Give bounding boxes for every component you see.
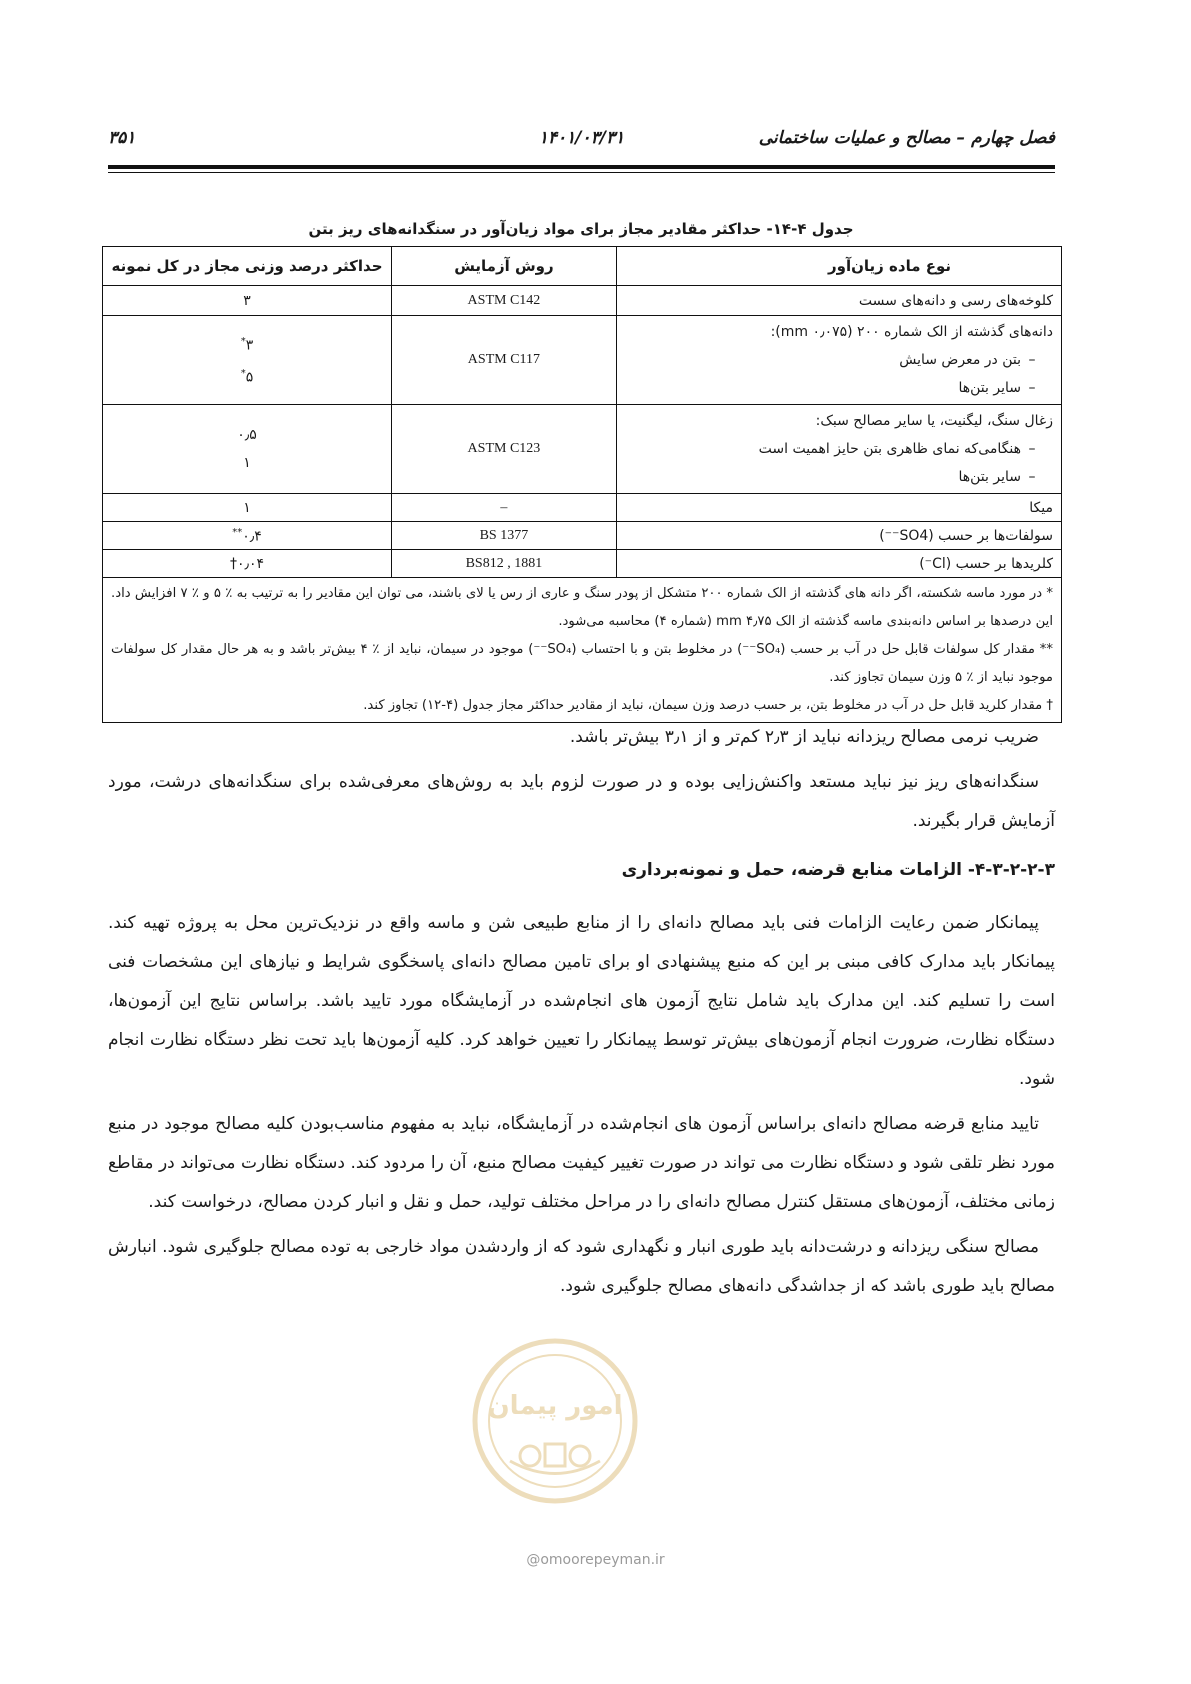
footnote: † مقدار کلرید قابل حل در آب در مخلوط بتن، بر حسب درصد وزن سیمان، نباید از مقادیر حداکثر مجاز جدول (۴-۱۲) تجاوز کند.	[363, 698, 1053, 713]
paragraph: ضریب نرمی مصالح ریزدانه نباید از ۲٫۳ کم‌تر و از ۳٫۱ بیش‌تر باشد.	[569, 727, 1039, 747]
material-label: دانه‌های گذشته از الک شماره ۲۰۰ (۰٫۰۷۵ mm):	[770, 324, 1053, 340]
watermark-site: @omoorepeyman.ir	[526, 1552, 665, 1568]
table-row	[103, 316, 1062, 405]
section-body	[108, 904, 1055, 1312]
chapter-title: فصل چهارم – مصالح و عملیات ساختمانی	[758, 128, 1055, 148]
table-header-row	[103, 247, 1062, 286]
header-date: ۱۴۰۱/۰۳/۳۱	[538, 128, 625, 148]
table-row	[103, 286, 1062, 316]
max-value: ۱	[243, 455, 251, 471]
table-row	[103, 494, 1062, 522]
table-row	[103, 522, 1062, 550]
cell-max: ۱	[103, 494, 392, 522]
cell-max: ۰٫۰۴†	[103, 550, 392, 578]
footnote: * در مورد ماسه شکسته، اگر دانه های گذشته از الک شماره ۲۰۰ متشکل از پودر سنگ و عاری از رس یا لای باشند، می توان این مقادیر را به ترتیب به ٪ ۵ و ٪ ۷ افزایش داد. این درصدها بر اساس دانه‌بندی ماسه گذشته از الک ۴٫۷۵ mm (شماره ۴) محاسبه می‌شود.	[111, 586, 1053, 629]
table-caption: جدول ۴-۱۴- حداکثر مقادیر مجاز برای مواد زیان‌آور در سنگدانه‌های ریز بتن	[308, 220, 854, 238]
cell-method: ASTM C123	[392, 405, 617, 494]
paragraph: مصالح سنگی ریزدانه و درشت‌دانه باید طوری انبار و نگهداری شود که از واردشدن مواد خارجی به توده مصالح جلوگیری شود. انبارش مصالح باید طوری باشد که از جداشدگی دانه‌های مصالح جلوگیری شود.	[108, 1237, 1055, 1296]
cell-method: ASTM C117	[392, 316, 617, 405]
table-notes-row	[103, 578, 1062, 723]
cell-material: کلریدها بر حسب (Cl⁻)	[616, 550, 1061, 578]
header-method: روش آزمایش	[392, 247, 617, 286]
paragraph: پیمانکار ضمن رعایت الزامات فنی باید مصالح دانه‌ای را از منابع طبیعی شن و ماسه واقع در نزدیک‌ترین محل به پروژه تهیه کند. پیمانکار باید مدارک کافی مبنی بر این که منبع پیشنهادی او برای تامین مصالح دانه‌ای پاسخگوی شرایط و نیازهای این مشخصات فنی است را تسلیم کند. این مدارک باید شامل نتایج آزمون های انجام‌شده در آزمایشگاه مورد تایید باشد. براساس نتایج این آزمون‌ها، دستگاه نظارت، ضرورت انجام آزمون‌های بیش‌تر توسط پیمانکار را تعیین خواهد کرد. کلیه آزمون‌ها باید تحت نظر دستگاه نظارت انجام شود.	[108, 913, 1055, 1089]
sub-item: –سایر بتن‌ها	[958, 469, 1036, 485]
header-material: نوع ماده زیان‌آور	[616, 247, 1061, 286]
cell-max	[103, 316, 392, 405]
running-header	[108, 128, 1055, 156]
table-row	[103, 550, 1062, 578]
svg-text:امور پیمان: امور پیمان	[487, 1391, 623, 1421]
sub-item: –بتن در معرض سایش	[899, 352, 1036, 368]
table-row	[103, 405, 1062, 494]
section-heading: ۴-۳-۲-۲-۳- الزامات منابع قرضه، حمل و نمونه‌برداری	[621, 860, 1055, 880]
cell-material	[616, 316, 1061, 405]
sub-item: –سایر بتن‌ها	[958, 380, 1036, 396]
max-value: ۳*	[240, 336, 254, 354]
table-notes	[103, 578, 1062, 723]
cell-method: ASTM C142	[392, 286, 617, 316]
harmful-materials-table	[102, 246, 1062, 723]
cell-material: کلوخه‌های رسی و دانه‌های سست	[616, 286, 1061, 316]
cell-material: سولفات‌ها بر حسب (SO4⁻⁻)	[616, 522, 1061, 550]
max-value: ۵*	[240, 368, 254, 386]
cell-max: ۰٫۴**	[103, 522, 392, 550]
max-value: ۰٫۵	[237, 427, 257, 443]
cell-material	[616, 405, 1061, 494]
page-number: ۳۵۱	[108, 128, 136, 148]
intro-text	[108, 718, 1055, 847]
cell-max	[103, 405, 392, 494]
header-rule	[108, 165, 1055, 169]
cell-max: ۳	[103, 286, 392, 316]
paragraph: سنگدانه‌های ریز نیز نباید مستعد واکنش‌زایی بوده و در صورت لزوم باید به روش‌های معرفی‌شده برای سنگدانه‌های درشت، مورد آزمایش قرار بگیرند.	[108, 772, 1055, 831]
cell-material: میکا	[616, 494, 1061, 522]
cell-method: –	[392, 494, 617, 522]
cell-method: BS 1377	[392, 522, 617, 550]
header-rule-thin	[108, 172, 1055, 173]
paragraph: تایید منابع قرضه مصالح دانه‌ای براساس آزمون های انجام‌شده در آزمایشگاه، نباید به مفهوم مناسب‌بودن کلیه مصالح موجود در منبع مورد نظر تلقی شود و دستگاه نظارت می تواند در صورت تغییر کیفیت مصالح منبع، آن را مردود کند. دستگاه نظارت می‌تواند در مقاطع زمانی مختلف، آزمون‌های مستقل کنترل مصالح دانه‌ای را در مراحل مختلف تولید، حمل و نقل و انبار کردن مصالح، درخواست کند.	[108, 1114, 1055, 1212]
header-max: حداکثر درصد وزنی مجاز در کل نمونه	[103, 247, 392, 286]
material-label: زغال سنگ، لیگنیت، یا سایر مصالح سبک:	[815, 413, 1053, 429]
cell-method: BS812 , 1881	[392, 550, 617, 578]
watermark-seal-icon	[470, 1336, 640, 1506]
sub-item: –هنگامی‌که نمای ظاهری بتن حایز اهمیت است	[758, 441, 1036, 457]
footnote: ** مقدار کل سولفات قابل حل در آب بر حسب (SO₄⁻⁻) در مخلوط بتن و با احتساب (SO₄⁻⁻) موجود در سیمان، نباید از ٪ ۴ بیش‌تر باشد و به هر حال مقدار کل سولفات موجود نباید از ٪ ۵ وزن سیمان تجاوز کند.	[111, 642, 1053, 685]
